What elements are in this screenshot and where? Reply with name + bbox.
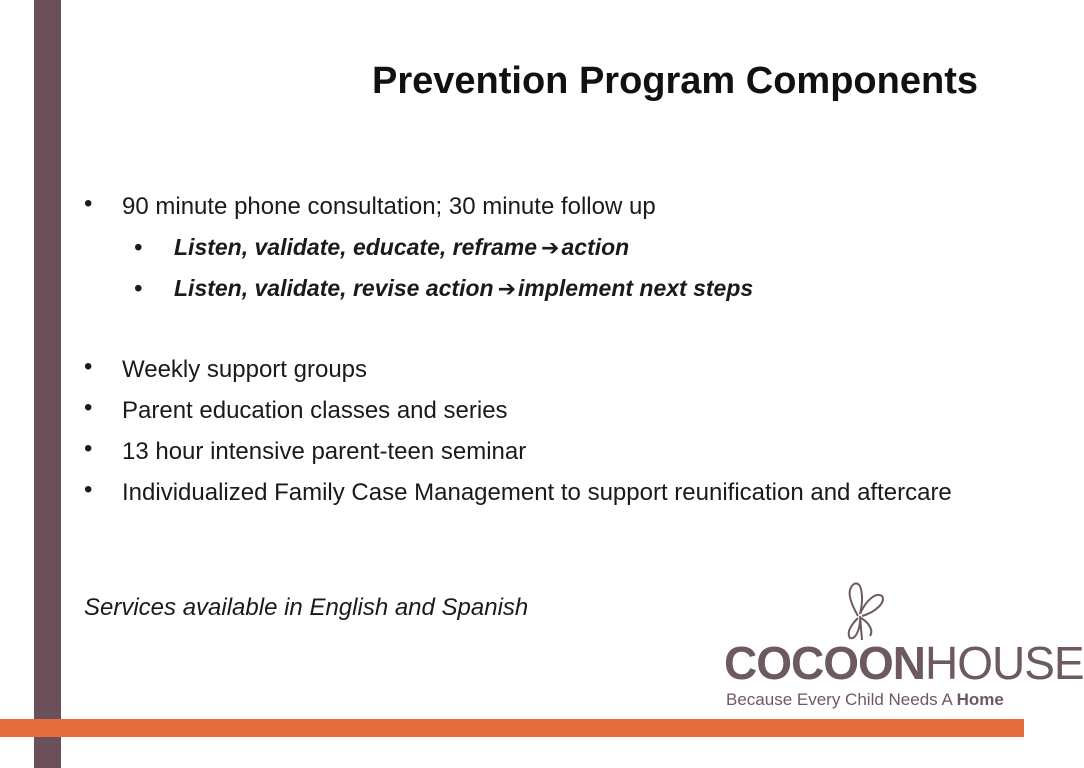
sub-bullet-result: implement next steps xyxy=(518,275,754,301)
bullet-marker: • xyxy=(84,476,93,503)
bullet-marker: • xyxy=(134,234,143,260)
bullet-marker: • xyxy=(84,353,93,380)
bullet-text: Individualized Family Case Management to support reunification and aftercare xyxy=(122,479,952,506)
bullet-text: Parent education classes and series xyxy=(122,397,508,424)
bullet-text: Weekly support groups xyxy=(122,356,368,383)
sub-bullet-result: action xyxy=(561,234,630,260)
bullet-item xyxy=(84,394,964,427)
sub-bullet-item xyxy=(134,234,629,261)
bullet-item xyxy=(84,476,964,509)
butterfly-icon xyxy=(832,582,888,644)
logo-name-regular: HOUSE xyxy=(925,637,1084,689)
cocoon-house-logo xyxy=(720,580,1084,715)
bullet-marker: • xyxy=(134,275,143,301)
arrow-right-icon: ➔ xyxy=(497,276,517,301)
bullet-text: 13 hour intensive parent-teen seminar xyxy=(122,438,527,465)
arrow-right-icon: ➔ xyxy=(541,235,560,260)
footer-note: Services available in English and Spanish xyxy=(84,594,529,621)
logo-wordmark xyxy=(724,637,1084,689)
sub-bullet-lead: Listen, validate, revise action xyxy=(174,275,494,301)
logo-name-bold: COCOON xyxy=(724,637,925,689)
tagline-bold: Home xyxy=(956,690,1004,709)
bullet-marker: • xyxy=(84,435,93,462)
bottom-accent-band xyxy=(0,719,1024,737)
sub-bullet-text xyxy=(134,234,629,261)
sub-bullet-text xyxy=(134,275,753,302)
sub-bullet-lead: Listen, validate, educate, reframe xyxy=(174,234,538,260)
bullet-marker: • xyxy=(84,190,93,217)
slide-title: Prevention Program Components xyxy=(372,60,978,102)
logo-tagline xyxy=(726,690,1004,710)
bullet-item xyxy=(84,190,964,223)
side-accent-bar xyxy=(34,0,61,768)
bullet-item xyxy=(84,435,964,468)
sub-bullet-item xyxy=(134,275,753,302)
bullet-item xyxy=(84,353,964,386)
tagline-regular: Because Every Child Needs A xyxy=(726,690,952,709)
bullet-text: 90 minute phone consultation; 30 minute follow up xyxy=(122,193,656,220)
bullet-marker: • xyxy=(84,394,93,421)
